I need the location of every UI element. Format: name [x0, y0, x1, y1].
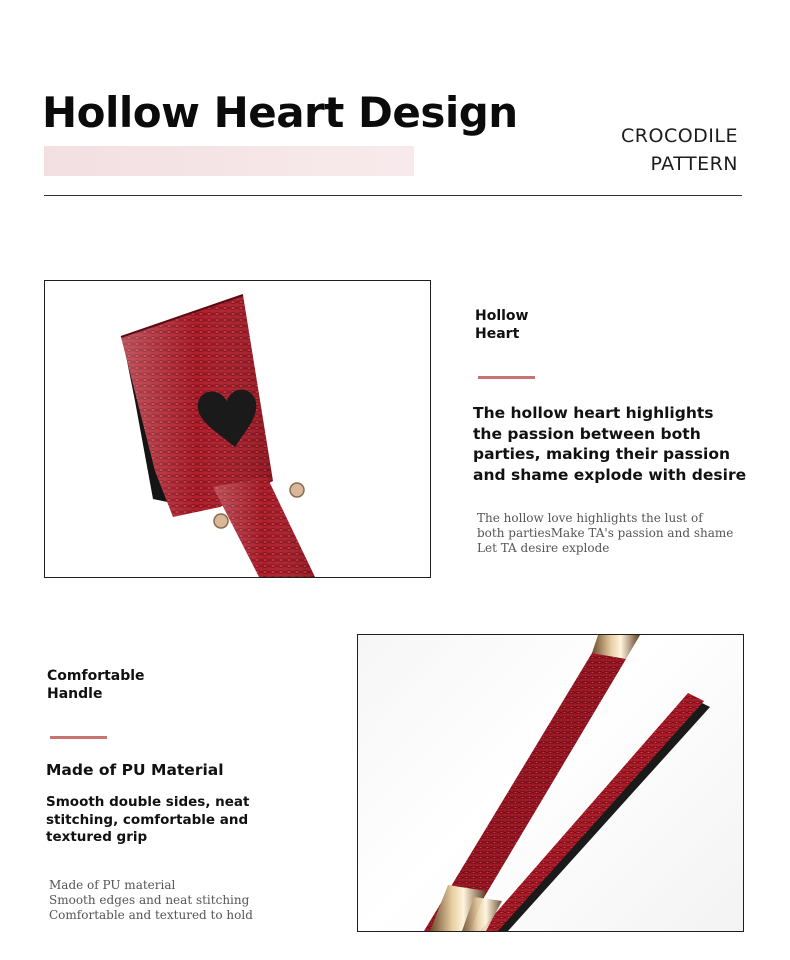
page-title: Hollow Heart Design: [42, 88, 518, 137]
section2-description-line: Smooth edges and neat stitching: [49, 893, 250, 907]
section1-heading-line: the passion between both: [473, 424, 701, 443]
section1-label-line-2: Heart: [475, 326, 520, 342]
section1-description-line: Let TA desire explode: [477, 541, 610, 555]
section1-heading-line: parties, making their passion: [473, 445, 731, 463]
section2-heading: Made of PU Material: [46, 761, 224, 779]
section1-heading-line: and shame explode with desire: [473, 465, 747, 484]
subtitle-line-2: PATTERN: [650, 153, 738, 175]
section2-subheading-line: textured grip: [46, 829, 148, 845]
section2-description: [49, 878, 253, 923]
section1-description-line: both partiesMake TA's passion and shame: [477, 526, 734, 540]
paddle-heart-photo: [44, 280, 431, 578]
section2-label-line-2: Handle: [47, 686, 103, 702]
section2-label: [47, 667, 145, 703]
section2-accent-bar: [50, 736, 107, 739]
section2-subheading: [46, 794, 249, 847]
section1-heading-line: The hollow heart highlights: [473, 404, 714, 422]
section2-description-line: Made of PU material: [49, 878, 176, 892]
paddle-heart-illustration: [45, 281, 430, 577]
section2-subheading-line: stitching, comfortable and: [46, 811, 249, 828]
paddle-handle-illustration: [358, 635, 743, 931]
header-divider: [44, 195, 742, 196]
section1-description-line: The hollow love highlights the lust of: [477, 511, 703, 525]
subtitle: [621, 122, 738, 178]
section2-label-line-1: Comfortable: [47, 668, 145, 684]
paddle-handle-photo: [357, 634, 744, 932]
title-highlight-band: [44, 146, 414, 176]
section2-description-line: Comfortable and textured to hold: [49, 908, 253, 922]
section1-label: [475, 307, 528, 343]
section1-heading: [473, 403, 746, 485]
section2-subheading-line: Smooth double sides, neat: [46, 794, 250, 810]
section1-accent-bar: [478, 376, 535, 379]
section1-label-line-1: Hollow: [475, 308, 529, 324]
section1-description: [477, 511, 733, 556]
subtitle-line-1: CROCODILE: [621, 125, 738, 147]
